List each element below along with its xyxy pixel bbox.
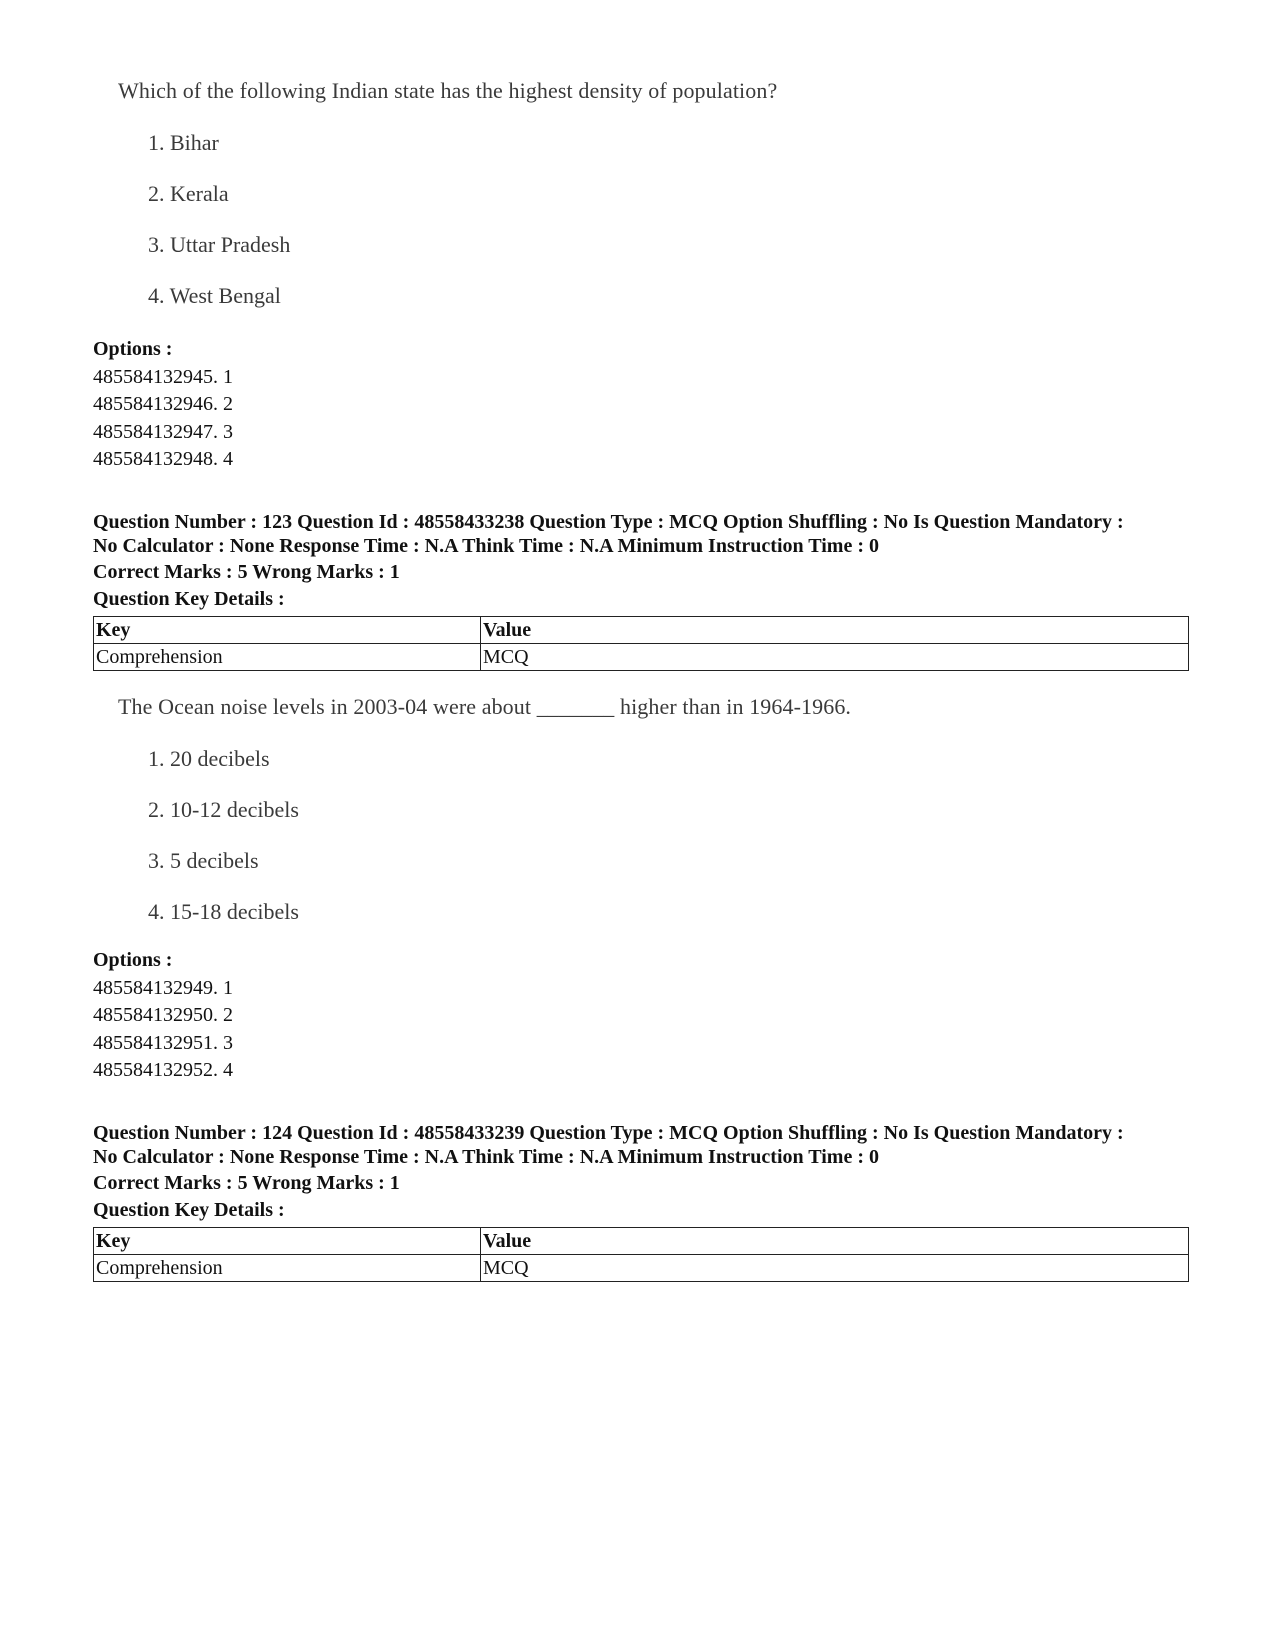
choice-1: 1. Bihar <box>148 130 219 155</box>
question-image-population <box>118 78 1158 308</box>
table-row <box>94 644 1189 671</box>
option-line: 485584132948. 4 <box>93 448 233 470</box>
choice-4: 4. 15-18 decibels <box>148 899 299 924</box>
question-meta <box>93 510 1203 558</box>
table-cell-value: MCQ <box>481 644 1189 671</box>
choice-3: 3. 5 decibels <box>148 848 259 873</box>
question-text: Which of the following Indian state has the highest density of population? <box>118 78 778 103</box>
table-header-key: Key <box>94 617 481 644</box>
options-label: Options : <box>93 338 173 360</box>
marks-line: Correct Marks : 5 Wrong Marks : 1 <box>93 1172 400 1194</box>
question-meta-line-2: No Calculator : None Response Time : N.A Think Time : N.A Minimum Instruction Time : 0 <box>93 1146 879 1168</box>
option-line: 485584132946. 2 <box>93 393 233 415</box>
table-header-row <box>94 1228 1189 1255</box>
question-meta-line-1: Question Number : 124 Question Id : 48558433239 Question Type : MCQ Option Shuffling : No Is Question Mandatory : <box>93 1122 1124 1144</box>
question-meta <box>93 1121 1203 1169</box>
option-line: 485584132950. 2 <box>93 1004 233 1026</box>
table-row <box>94 1255 1189 1282</box>
key-details-table <box>93 1227 1189 1282</box>
choice-3: 3. Uttar Pradesh <box>148 232 291 257</box>
table-cell-value: MCQ <box>481 1255 1189 1282</box>
option-line: 485584132949. 1 <box>93 977 233 999</box>
choice-4: 4. West Bengal <box>148 283 281 308</box>
choice-2: 2. 10-12 decibels <box>148 797 299 822</box>
table-header-row <box>94 617 1189 644</box>
table-cell-key: Comprehension <box>94 644 481 671</box>
key-details-label: Question Key Details : <box>93 588 285 610</box>
table-cell-key: Comprehension <box>94 1255 481 1282</box>
choice-2: 2. Kerala <box>148 181 229 206</box>
table-header-value: Value <box>481 617 1189 644</box>
table-header-value: Value <box>481 1228 1189 1255</box>
question-meta-line-1: Question Number : 123 Question Id : 48558433238 Question Type : MCQ Option Shuffling : No Is Question Mandatory : <box>93 511 1124 533</box>
question-meta-line-2: No Calculator : None Response Time : N.A Think Time : N.A Minimum Instruction Time : 0 <box>93 535 879 557</box>
options-label: Options : <box>93 949 173 971</box>
option-line: 485584132947. 3 <box>93 421 233 443</box>
option-line: 485584132945. 1 <box>93 366 233 388</box>
key-details-table <box>93 616 1189 671</box>
option-line: 485584132951. 3 <box>93 1032 233 1054</box>
table-header-key: Key <box>94 1228 481 1255</box>
marks-line: Correct Marks : 5 Wrong Marks : 1 <box>93 561 400 583</box>
choice-1: 1. 20 decibels <box>148 746 270 771</box>
option-line: 485584132952. 4 <box>93 1059 233 1081</box>
question-text: The Ocean noise levels in 2003-04 were about _______ higher than in 1964-1966. <box>118 694 852 719</box>
key-details-label: Question Key Details : <box>93 1199 285 1221</box>
question-image-ocean-noise <box>118 694 1158 924</box>
